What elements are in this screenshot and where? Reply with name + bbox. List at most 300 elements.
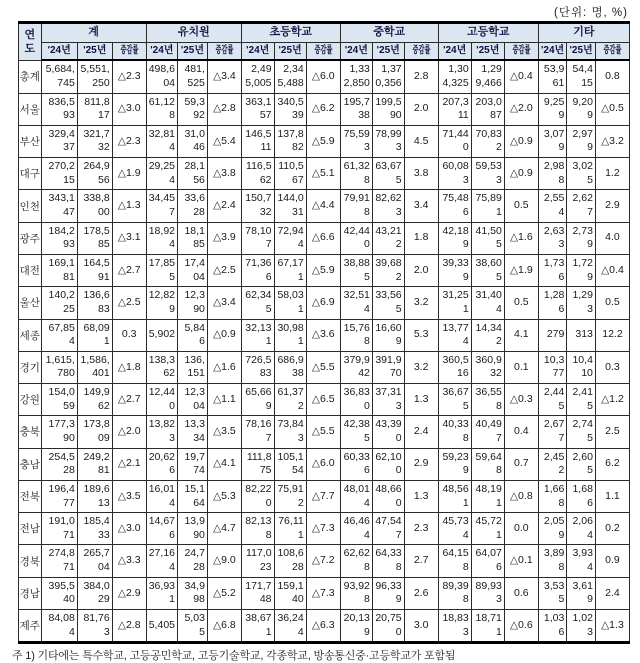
- value-cell: 338,800: [77, 190, 112, 222]
- value-cell: 5,684,745: [41, 60, 77, 93]
- value-cell: 58,031: [274, 287, 306, 319]
- value-cell: 136,151: [178, 351, 208, 383]
- value-cell: △3.3: [112, 545, 146, 577]
- value-cell: 14,342: [471, 319, 504, 351]
- value-cell: 12.2: [595, 319, 629, 351]
- value-cell: 61,328: [340, 158, 372, 190]
- value-cell: 78,107: [241, 222, 274, 254]
- value-cell: 1,370,356: [372, 60, 404, 93]
- value-cell: 384,029: [77, 577, 112, 609]
- value-cell: 38,671: [241, 610, 274, 643]
- value-cell: 59,533: [471, 158, 504, 190]
- table-row: [19, 319, 630, 351]
- value-cell: 1,304,325: [438, 60, 471, 93]
- value-cell: 4.0: [595, 222, 629, 254]
- value-cell: 36,244: [274, 610, 306, 643]
- value-cell: 62,628: [340, 545, 372, 577]
- value-cell: 54,415: [567, 60, 596, 93]
- region-label: 부산: [19, 125, 42, 157]
- value-cell: 18,711: [471, 610, 504, 643]
- value-cell: 1,729: [567, 254, 596, 286]
- value-cell: 0.5: [504, 190, 538, 222]
- column-subheader-1-0: '24년: [146, 42, 177, 60]
- table-row: [19, 287, 630, 319]
- value-cell: △6.8: [207, 610, 241, 643]
- value-cell: 0.6: [504, 577, 538, 609]
- value-cell: 1,299,466: [471, 60, 504, 93]
- value-cell: △7.3: [306, 577, 340, 609]
- value-cell: 313: [567, 319, 596, 351]
- value-cell: 32,131: [241, 319, 274, 351]
- value-cell: 5,551,250: [77, 60, 112, 93]
- value-cell: 36,830: [340, 384, 372, 416]
- table-row: [19, 513, 630, 545]
- region-label: 울산: [19, 287, 42, 319]
- rate-header-label: 증감률: [412, 44, 431, 56]
- enrollment-table: [18, 21, 630, 644]
- value-cell: 27,164: [146, 545, 177, 577]
- value-cell: △1.9: [112, 158, 146, 190]
- value-cell: 79,918: [340, 190, 372, 222]
- value-cell: 196,477: [41, 480, 77, 512]
- value-cell: 1,586,401: [77, 351, 112, 383]
- value-cell: 1,668: [538, 480, 567, 512]
- value-cell: 30,981: [274, 319, 306, 351]
- value-cell: 78,167: [241, 416, 274, 448]
- value-cell: 249,281: [77, 448, 112, 480]
- value-cell: 811,817: [77, 93, 112, 125]
- value-cell: 84,084: [41, 610, 77, 643]
- column-subheader-1-2: [207, 42, 241, 60]
- value-cell: 136,683: [77, 287, 112, 319]
- value-cell: △4.1: [207, 448, 241, 480]
- value-cell: 31,251: [438, 287, 471, 319]
- value-cell: 1,293: [567, 287, 596, 319]
- value-cell: △5.9: [306, 254, 340, 286]
- value-cell: 2.9: [404, 448, 438, 480]
- value-cell: 61,372: [274, 384, 306, 416]
- value-cell: 360,932: [471, 351, 504, 383]
- value-cell: 5.3: [404, 319, 438, 351]
- table-body: [19, 60, 630, 643]
- value-cell: 171,748: [241, 577, 274, 609]
- value-cell: 264,956: [77, 158, 112, 190]
- value-cell: 72,944: [274, 222, 306, 254]
- column-group-header-1: 유치원: [146, 23, 241, 43]
- value-cell: 42,385: [340, 416, 372, 448]
- value-cell: 29,254: [146, 158, 177, 190]
- value-cell: 0.2: [595, 513, 629, 545]
- value-cell: 177,390: [41, 416, 77, 448]
- value-cell: 39,339: [438, 254, 471, 286]
- value-cell: 154,059: [41, 384, 77, 416]
- value-cell: 53,961: [538, 60, 567, 93]
- value-cell: 391,970: [372, 351, 404, 383]
- value-cell: 20,750: [372, 610, 404, 643]
- value-cell: 1,615,780: [41, 351, 77, 383]
- value-cell: △3.0: [112, 513, 146, 545]
- value-cell: 0.3: [595, 351, 629, 383]
- value-cell: 63,675: [372, 158, 404, 190]
- table-header: [19, 23, 630, 61]
- value-cell: △5.5: [306, 351, 340, 383]
- value-cell: △0.9: [504, 158, 538, 190]
- value-cell: △2.7: [112, 254, 146, 286]
- value-cell: 2,452: [538, 448, 567, 480]
- value-cell: 17,404: [178, 254, 208, 286]
- value-cell: △1.2: [595, 384, 629, 416]
- table-row: [19, 190, 630, 222]
- region-label: 인천: [19, 190, 42, 222]
- value-cell: △7.7: [306, 480, 340, 512]
- value-cell: 379,942: [340, 351, 372, 383]
- value-cell: △6.2: [306, 93, 340, 125]
- value-cell: 28,156: [178, 158, 208, 190]
- value-cell: 1,286: [538, 287, 567, 319]
- value-cell: △0.6: [504, 610, 538, 643]
- value-cell: 1.2: [595, 158, 629, 190]
- value-cell: 64,338: [372, 545, 404, 577]
- table-row: [19, 222, 630, 254]
- value-cell: 73,843: [274, 416, 306, 448]
- value-cell: △0.9: [207, 319, 241, 351]
- value-cell: 184,293: [41, 222, 77, 254]
- value-cell: 16,609: [372, 319, 404, 351]
- value-cell: 265,704: [77, 545, 112, 577]
- column-subheader-5-2: [595, 42, 629, 60]
- column-group-header-0: 계: [41, 23, 146, 43]
- value-cell: 3,619: [567, 577, 596, 609]
- value-cell: 0.7: [504, 448, 538, 480]
- value-cell: 6.2: [595, 448, 629, 480]
- value-cell: △2.5: [112, 287, 146, 319]
- value-cell: 2,627: [567, 190, 596, 222]
- column-subheader-2-1: '25년: [274, 42, 306, 60]
- value-cell: 2,064: [567, 513, 596, 545]
- value-cell: 62,345: [241, 287, 274, 319]
- value-cell: 274,871: [41, 545, 77, 577]
- value-cell: 13,334: [178, 416, 208, 448]
- rate-header-label: 증감률: [215, 44, 234, 56]
- value-cell: 178,585: [77, 222, 112, 254]
- table-row: [19, 125, 630, 157]
- value-cell: 203,087: [471, 93, 504, 125]
- value-cell: 48,014: [340, 480, 372, 512]
- value-cell: 60,083: [438, 158, 471, 190]
- region-label: 총계: [19, 60, 42, 93]
- value-cell: 75,486: [438, 190, 471, 222]
- value-cell: △3.4: [207, 287, 241, 319]
- value-cell: 19,774: [178, 448, 208, 480]
- value-cell: 12,304: [178, 384, 208, 416]
- value-cell: 13,823: [146, 416, 177, 448]
- value-cell: 67,171: [274, 254, 306, 286]
- value-cell: 2,739: [567, 222, 596, 254]
- table-row: [19, 610, 630, 643]
- column-subheader-0-0: '24년: [41, 42, 77, 60]
- value-cell: 45,734: [438, 513, 471, 545]
- value-cell: 340,539: [274, 93, 306, 125]
- value-cell: 169,181: [41, 254, 77, 286]
- value-cell: △2.4: [207, 190, 241, 222]
- value-cell: 2.0: [404, 93, 438, 125]
- value-cell: 1.3: [404, 480, 438, 512]
- value-cell: 254,528: [41, 448, 77, 480]
- value-cell: 5,405: [146, 610, 177, 643]
- value-cell: 0.5: [595, 287, 629, 319]
- value-cell: △5.5: [306, 416, 340, 448]
- value-cell: 37,313: [372, 384, 404, 416]
- value-cell: △0.3: [504, 384, 538, 416]
- value-cell: 1.1: [595, 480, 629, 512]
- value-cell: 40,497: [471, 416, 504, 448]
- value-cell: 18,833: [438, 610, 471, 643]
- value-cell: △5.3: [207, 480, 241, 512]
- value-cell: △2.3: [112, 125, 146, 157]
- value-cell: △6.6: [306, 222, 340, 254]
- value-cell: 2,605: [567, 448, 596, 480]
- column-subheader-1-1: '25년: [178, 42, 208, 60]
- column-subheader-2-2: [306, 42, 340, 60]
- value-cell: 1.3: [404, 384, 438, 416]
- value-cell: 24,728: [178, 545, 208, 577]
- value-cell: 59,648: [471, 448, 504, 480]
- value-cell: △1.6: [207, 351, 241, 383]
- value-cell: 39,682: [372, 254, 404, 286]
- value-cell: 2.6: [404, 577, 438, 609]
- value-cell: 5,035: [178, 610, 208, 643]
- value-cell: △0.1: [504, 545, 538, 577]
- value-cell: 836,593: [41, 93, 77, 125]
- value-cell: 149,962: [77, 384, 112, 416]
- value-cell: △5.9: [306, 125, 340, 157]
- value-cell: 2,677: [538, 416, 567, 448]
- rate-header-label: 증감률: [120, 44, 139, 56]
- value-cell: 2.0: [404, 254, 438, 286]
- value-cell: △3.5: [112, 480, 146, 512]
- value-cell: △3.0: [112, 93, 146, 125]
- value-cell: 2.7: [404, 545, 438, 577]
- value-cell: 38,605: [471, 254, 504, 286]
- value-cell: 65,669: [241, 384, 274, 416]
- value-cell: 0.5: [504, 287, 538, 319]
- value-cell: 67,854: [41, 319, 77, 351]
- value-cell: 111,875: [241, 448, 274, 480]
- value-cell: 32,814: [146, 125, 177, 157]
- table-row: [19, 60, 630, 93]
- value-cell: 0.1: [504, 351, 538, 383]
- value-cell: 164,591: [77, 254, 112, 286]
- value-cell: 36,931: [146, 577, 177, 609]
- value-cell: 75,912: [274, 480, 306, 512]
- value-cell: 159,140: [274, 577, 306, 609]
- value-cell: 726,583: [241, 351, 274, 383]
- value-cell: △0.4: [595, 254, 629, 286]
- value-cell: 2,495,005: [241, 60, 274, 93]
- region-label: 전북: [19, 480, 42, 512]
- value-cell: 75,593: [340, 125, 372, 157]
- column-subheader-5-1: '25년: [567, 42, 596, 60]
- value-cell: △2.7: [112, 384, 146, 416]
- value-cell: 20,139: [340, 610, 372, 643]
- value-cell: 48,660: [372, 480, 404, 512]
- value-cell: 45,721: [471, 513, 504, 545]
- value-cell: 195,738: [340, 93, 372, 125]
- value-cell: 64,158: [438, 545, 471, 577]
- value-cell: 1.8: [404, 222, 438, 254]
- value-cell: 2,415: [567, 384, 596, 416]
- table-row: [19, 384, 630, 416]
- value-cell: △4.7: [207, 513, 241, 545]
- value-cell: 82,220: [241, 480, 274, 512]
- value-cell: 3,934: [567, 545, 596, 577]
- value-cell: 18,924: [146, 222, 177, 254]
- column-group-header-2: 초등학교: [241, 23, 340, 43]
- value-cell: 279: [538, 319, 567, 351]
- value-cell: 34,998: [178, 577, 208, 609]
- value-cell: 60,336: [340, 448, 372, 480]
- rate-header-label: 증감률: [603, 44, 622, 56]
- column-subheader-4-1: '25년: [471, 42, 504, 60]
- value-cell: 96,339: [372, 577, 404, 609]
- value-cell: 185,433: [77, 513, 112, 545]
- region-label: 대구: [19, 158, 42, 190]
- value-cell: 363,157: [241, 93, 274, 125]
- footnote: 주 1) 기타에는 특수학교, 고등공민학교, 고등기술학교, 각종학교, 방송통신중·고등학교가 포함됨: [12, 650, 456, 663]
- value-cell: 2.8: [404, 60, 438, 93]
- value-cell: △0.5: [595, 93, 629, 125]
- value-cell: △6.5: [306, 384, 340, 416]
- value-cell: 46,464: [340, 513, 372, 545]
- value-cell: 18,185: [178, 222, 208, 254]
- value-cell: 93,928: [340, 577, 372, 609]
- value-cell: 16,014: [146, 480, 177, 512]
- table-row: [19, 351, 630, 383]
- value-cell: 3.2: [404, 287, 438, 319]
- value-cell: △6.3: [306, 610, 340, 643]
- value-cell: △1.6: [504, 222, 538, 254]
- value-cell: △2.1: [112, 448, 146, 480]
- value-cell: △1.1: [207, 384, 241, 416]
- value-cell: 144,031: [274, 190, 306, 222]
- value-cell: 13,990: [178, 513, 208, 545]
- value-cell: 5,902: [146, 319, 177, 351]
- unit-label: (단위: 명, %): [554, 7, 628, 19]
- value-cell: 2,554: [538, 190, 567, 222]
- region-label: 전남: [19, 513, 42, 545]
- value-cell: 42,440: [340, 222, 372, 254]
- value-cell: 3,898: [538, 545, 567, 577]
- value-cell: 81,763: [77, 610, 112, 643]
- value-cell: 17,855: [146, 254, 177, 286]
- value-cell: △0.9: [504, 125, 538, 157]
- value-cell: 5,846: [178, 319, 208, 351]
- value-cell: 59,239: [438, 448, 471, 480]
- value-cell: 2,979: [567, 125, 596, 157]
- value-cell: 36,675: [438, 384, 471, 416]
- value-cell: 110,567: [274, 158, 306, 190]
- value-cell: △7.2: [306, 545, 340, 577]
- value-cell: 2.3: [404, 513, 438, 545]
- value-cell: 33,565: [372, 287, 404, 319]
- region-label: 세종: [19, 319, 42, 351]
- value-cell: 105,154: [274, 448, 306, 480]
- region-label: 충북: [19, 416, 42, 448]
- value-cell: △6.0: [306, 448, 340, 480]
- value-cell: 2,059: [538, 513, 567, 545]
- value-cell: △3.4: [207, 60, 241, 93]
- value-cell: 2.9: [595, 190, 629, 222]
- value-cell: 43,212: [372, 222, 404, 254]
- value-cell: 173,809: [77, 416, 112, 448]
- region-label: 강원: [19, 384, 42, 416]
- value-cell: △2.8: [207, 93, 241, 125]
- value-cell: 3.4: [404, 190, 438, 222]
- value-cell: 2,745: [567, 416, 596, 448]
- value-cell: 2,988: [538, 158, 567, 190]
- value-cell: 117,023: [241, 545, 274, 577]
- value-cell: 12,440: [146, 384, 177, 416]
- value-cell: 43,390: [372, 416, 404, 448]
- value-cell: 270,215: [41, 158, 77, 190]
- value-cell: 20,626: [146, 448, 177, 480]
- value-cell: 10,410: [567, 351, 596, 383]
- value-cell: 321,732: [77, 125, 112, 157]
- value-cell: 0.8: [595, 60, 629, 93]
- table-row: [19, 577, 630, 609]
- value-cell: 0.4: [504, 416, 538, 448]
- value-cell: △0.8: [504, 480, 538, 512]
- value-cell: 686,938: [274, 351, 306, 383]
- table-row: [19, 448, 630, 480]
- value-cell: 82,138: [241, 513, 274, 545]
- value-cell: 395,540: [41, 577, 77, 609]
- value-cell: 4.1: [504, 319, 538, 351]
- value-cell: 3.0: [404, 610, 438, 643]
- value-cell: 1,036: [538, 610, 567, 643]
- table-row: [19, 93, 630, 125]
- table-row: [19, 480, 630, 512]
- value-cell: 1,332,850: [340, 60, 372, 93]
- value-cell: 9,209: [567, 93, 596, 125]
- value-cell: 0.3: [112, 319, 146, 351]
- value-cell: 116,562: [241, 158, 274, 190]
- table-row: [19, 254, 630, 286]
- value-cell: 9,259: [538, 93, 567, 125]
- value-cell: 10,377: [538, 351, 567, 383]
- value-cell: △2.9: [112, 577, 146, 609]
- value-cell: 4.5: [404, 125, 438, 157]
- value-cell: 3,025: [567, 158, 596, 190]
- value-cell: 40,338: [438, 416, 471, 448]
- value-cell: △5.1: [306, 158, 340, 190]
- value-cell: △2.0: [112, 416, 146, 448]
- column-subheader-3-1: '25년: [372, 42, 404, 60]
- value-cell: 38,885: [340, 254, 372, 286]
- value-cell: 2,445: [538, 384, 567, 416]
- value-cell: △1.3: [595, 610, 629, 643]
- value-cell: 68,091: [77, 319, 112, 351]
- column-header-year: 연도: [19, 23, 42, 61]
- region-label: 경북: [19, 545, 42, 577]
- value-cell: 31,046: [178, 125, 208, 157]
- value-cell: 360,516: [438, 351, 471, 383]
- region-label: 제주: [19, 610, 42, 643]
- value-cell: △3.1: [112, 222, 146, 254]
- value-cell: 2.4: [404, 416, 438, 448]
- value-cell: 15,164: [178, 480, 208, 512]
- value-cell: 89,398: [438, 577, 471, 609]
